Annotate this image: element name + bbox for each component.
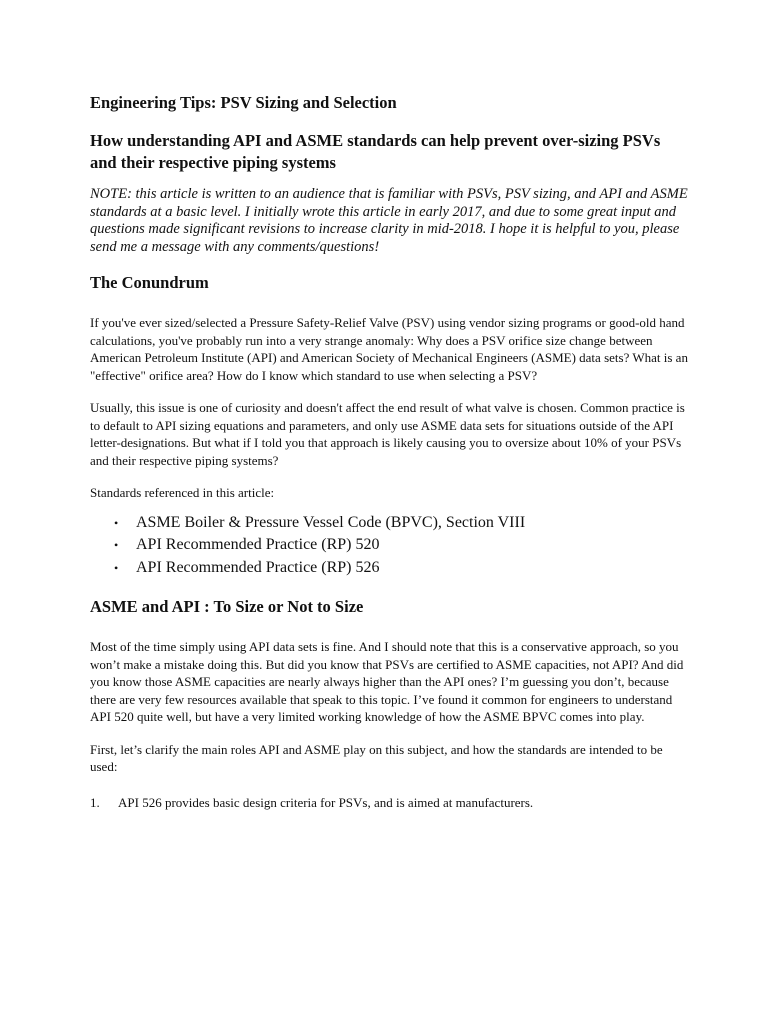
document-title: Engineering Tips: PSV Sizing and Selection bbox=[90, 93, 397, 112]
standard-api-526: API Recommended Practice (RP) 526 bbox=[136, 558, 380, 576]
role-api-526: API 526 provides basic design criteria for PSVs, and is aimed at manufacturers. bbox=[118, 794, 534, 810]
conundrum-paragraph-2: Usually, this issue is one of curiosity and doesn't affect the end result of what valve is chosen. Common practice is to default to API sizing equations and parameters, and only use ASME data sets for situations outside of the API letter-designations. But what if I told you that approach is likely causing you to oversize about 10% of your PSVs and their respective piping systems? bbox=[90, 400, 685, 468]
document-subtitle: How understanding API and ASME standards can help prevent over-sizing PSVs and their respective piping systems bbox=[90, 131, 661, 172]
conundrum-paragraph-1: If you've ever sized/selected a Pressure Safety-Relief Valve (PSV) using vendor sizing programs or good-old hand calculations, you've probably run into a very strange anomaly: Why does a PSV orifice size change between American Petroleum Institute (API) and American Society of Mechanical Engineers (ASME) data sets? What is an "effective" orifice area? How do I know which standard to use when selecting a PSV? bbox=[90, 315, 688, 383]
standards-intro: Standards referenced in this article: bbox=[90, 485, 275, 500]
author-note: NOTE: this article is written to an audience that is familiar with PSVs, PSV sizing, and API and ASME standards at a basic level. I initially wrote this article in early 2017, and due to some great input and questions made significant revisions to increase clarity in mid-2018. I hope it is helpful to you, please send me a message with any comments/questions! bbox=[90, 186, 688, 255]
bullet-icon: • bbox=[114, 560, 119, 575]
roles-list bbox=[90, 794, 690, 812]
standard-asme-bpvc: ASME Boiler & Pressure Vessel Code (BPVC), Section VIII bbox=[136, 513, 526, 531]
section-heading-conundrum: The Conundrum bbox=[90, 273, 209, 292]
standard-api-520: API Recommended Practice (RP) 520 bbox=[136, 536, 380, 553]
list-item bbox=[90, 557, 690, 580]
bullet-icon: • bbox=[114, 538, 119, 552]
list-item bbox=[90, 534, 690, 557]
list-number: 1. bbox=[90, 794, 100, 810]
bullet-icon: • bbox=[114, 515, 119, 530]
standards-list bbox=[90, 512, 690, 580]
document-page bbox=[90, 92, 690, 811]
section-heading-asme-api: ASME and API : To Size or Not to Size bbox=[90, 597, 364, 616]
list-item bbox=[90, 794, 690, 812]
list-item bbox=[90, 512, 690, 535]
asme-api-paragraph-1: Most of the time simply using API data sets is fine. And I should note that this is a conservative approach, so you won’t make a mistake doing this. But did you know that PSVs are certified to ASME capacities, not API? And did you know those ASME capacities are nearly always higher than the API ones? I’m guessing you don’t, because there are very few resources available that speak to this topic. I’ve found it common for engineers to understand API 520 quite well, but have a very limited working knowledge of how the ASME BPVC comes into play. bbox=[90, 639, 684, 724]
asme-api-paragraph-2: First, let’s clarify the main roles API and ASME play on this subject, and how the standards are intended to be used: bbox=[90, 741, 663, 774]
